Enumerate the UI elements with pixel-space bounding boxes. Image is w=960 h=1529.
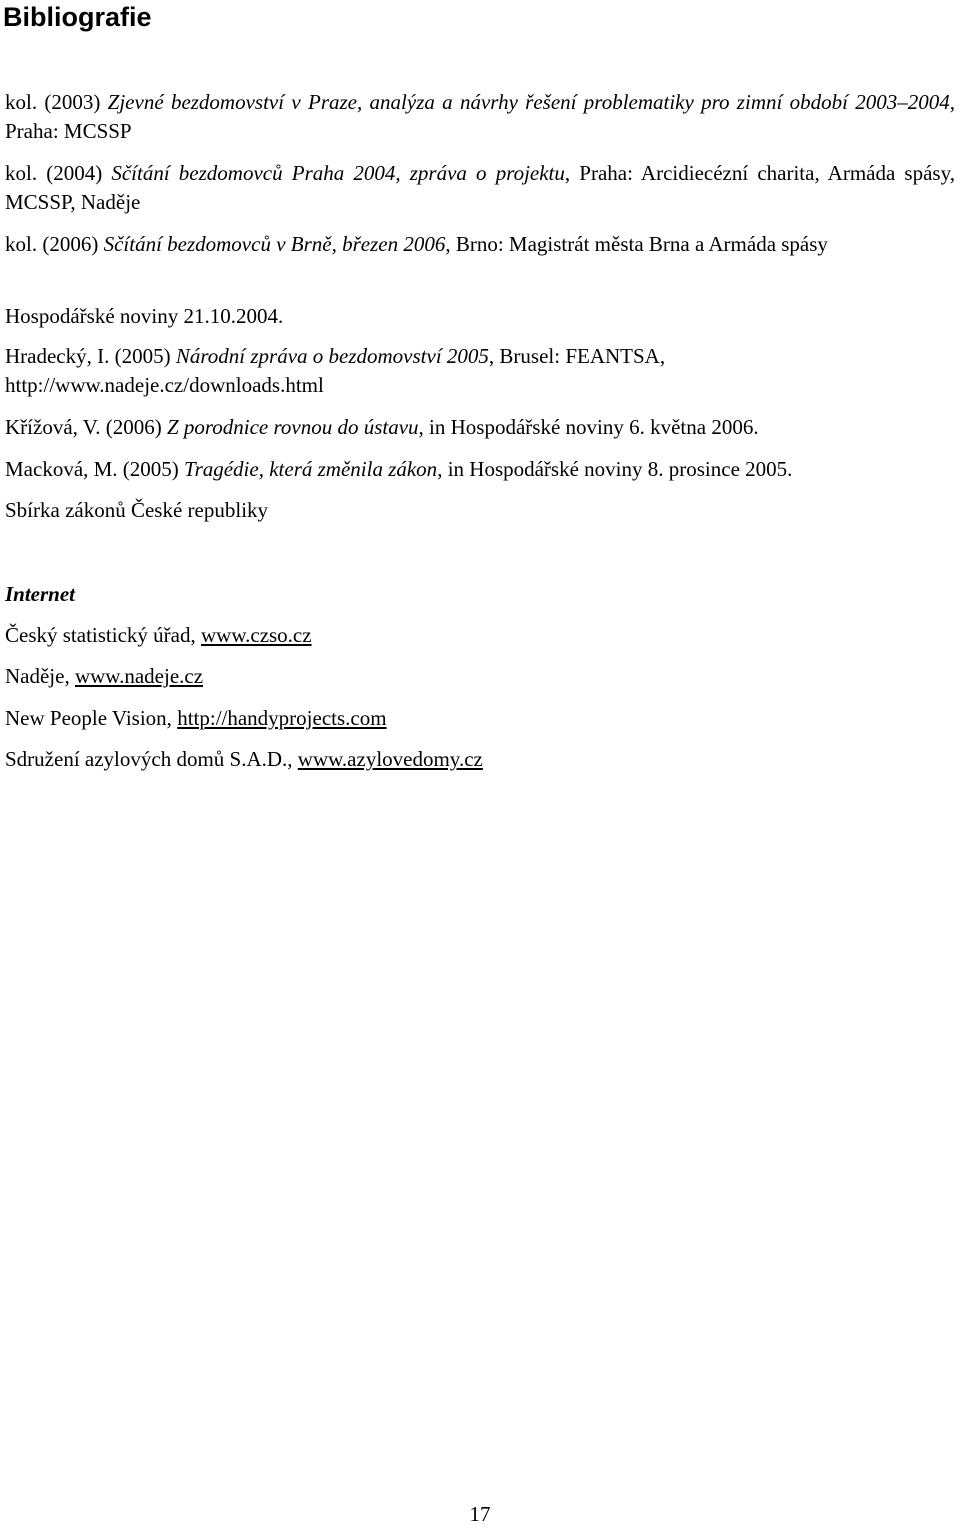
internet-item-handyprojects: New People Vision, http://handyprojects.com bbox=[5, 706, 387, 730]
link-czso[interactable]: www.czso.cz bbox=[200, 623, 312, 647]
internet-item-czso: Český statistický úřad, www.czso.cz bbox=[5, 623, 312, 647]
bib-entry-kol-2006: kol. (2006) Sčítání bezdomovců v Brně, březen 2006, Brno: Magistrát města Brna a Armáda spásy bbox=[5, 232, 828, 256]
link-nadeje[interactable]: www.nadeje.cz bbox=[74, 664, 204, 688]
bib-entry-krizova: Křížová, V. (2006) Z porodnice rovnou do ústavu, in Hospodářské noviny 6. května 2006. bbox=[5, 415, 759, 439]
page-title: Bibliografie bbox=[3, 2, 152, 32]
bib-entry-hospodarske-noviny: Hospodářské noviny 21.10.2004. bbox=[5, 304, 284, 328]
bib-entry-kol-2003: kol. (2003) Zjevné bezdomovství v Praze, analýza a návrhy řešení problematiky pro zimní období 2003–2004, Praha: MCSSP bbox=[5, 90, 955, 143]
bib-entry-sbirka-zakonu: Sbírka zákonů České republiky bbox=[5, 498, 269, 522]
link-handyprojects[interactable]: http://handyprojects.com bbox=[177, 706, 387, 730]
bib-entry-hradecky: Hradecký, I. (2005) Národní zpráva o bezdomovství 2005, Brusel: FEANTSA, http://www.nadeje.cz/downloads.html bbox=[5, 344, 666, 397]
page-number: 17 bbox=[469, 1502, 491, 1526]
internet-item-azylovedomy: Sdružení azylových domů S.A.D., www.azylovedomy.cz bbox=[5, 747, 483, 771]
bib-entry-kol-2004: kol. (2004) Sčítání bezdomovců Praha 2004, zpráva o projektu, Praha: Arcidiecézní charita, Armáda spásy, MCSSP, Naděje bbox=[5, 161, 955, 214]
internet-heading: Internet bbox=[5, 582, 76, 606]
bib-entry-mackova: Macková, M. (2005) Tragédie, která změnila zákon, in Hospodářské noviny 8. prosince 2005. bbox=[5, 457, 793, 481]
internet-item-nadeje: Naděje, www.nadeje.cz bbox=[5, 664, 204, 688]
link-azylovedomy[interactable]: www.azylovedomy.cz bbox=[297, 747, 483, 771]
